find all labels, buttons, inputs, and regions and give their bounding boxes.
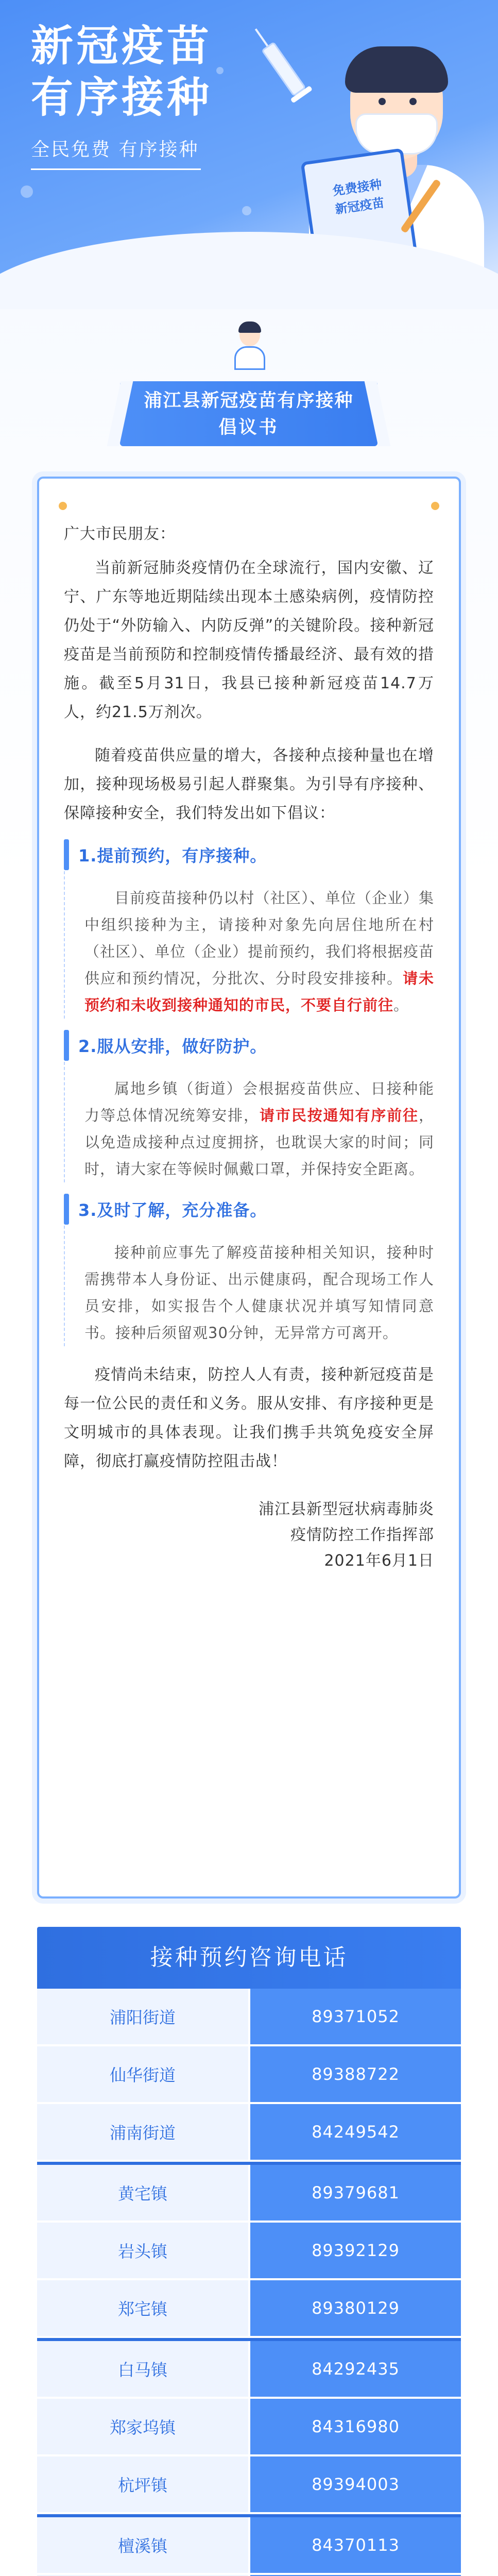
signature-date: 2021年6月1日 (324, 1552, 434, 1570)
decor-dot (242, 206, 251, 215)
letter-body (64, 520, 434, 1574)
section-heading: 2.服从安排，做好防护。 (78, 1037, 267, 1056)
district-name: 郑家坞镇 (37, 2399, 250, 2454)
table-row (37, 2223, 461, 2280)
section-highlight: 请市民按通知有序前往 (259, 1107, 419, 1124)
section-1 (64, 842, 434, 1019)
board-text-2: 新冠疫苗 (334, 195, 385, 217)
table-row (37, 2280, 461, 2338)
phone-group (37, 1989, 461, 2165)
table-row (37, 2456, 461, 2514)
section-2 (64, 1033, 434, 1182)
table-row (37, 2399, 461, 2456)
phone-table (37, 1927, 461, 2576)
page-title (31, 21, 212, 124)
letter-paragraph: 当前新冠肺炎疫情仍在全球流行，国内安徽、辽宁、广东等地近期陆续出现本土感染病例，疫情防控仍处于“外防输入、内防反弹”的关键阶段。接种新冠疫苗是当前预防和控制疫情传播最经济、最有效的措施。截至5月31日，我县已接种新冠疫苗14.7万人，约21.5万剂次。 (64, 559, 434, 721)
board-text-1: 免费接种 (332, 177, 383, 198)
phone-table-body (37, 1989, 461, 2576)
doctor-avatar-icon (232, 324, 268, 370)
phone-number[interactable]: 84292435 (250, 2341, 461, 2397)
corner-dot (59, 502, 67, 510)
district-name: 黄宅镇 (37, 2165, 250, 2221)
header-banner (0, 0, 498, 309)
section-text: 。 (393, 996, 409, 1014)
letter-closing: 疫情尚未结束，防控人人有责，接种新冠疫苗是每一位公民的责任和义务。服从安排、有序接种更是文明城市的具体表现。让我们携手共筑免疫安全屏障，彻底打赢疫情防控阻击战！ (64, 1366, 434, 1470)
letter-signature (64, 1497, 434, 1574)
proposal-banner (120, 381, 377, 446)
district-name: 白马镇 (37, 2341, 250, 2397)
section-text: 属地乡镇（街道）会根据疫苗供应、日接种能力等总体情况统筹安排， (84, 1080, 434, 1124)
phone-group (37, 2165, 461, 2341)
signature-org-1: 浦江县新型冠状病毒肺炎 (259, 1500, 434, 1518)
phone-number[interactable]: 89371052 (250, 1989, 461, 2044)
phone-number[interactable]: 89380129 (250, 2280, 461, 2336)
table-row (37, 2046, 461, 2104)
district-name: 郑宅镇 (37, 2280, 250, 2336)
letter-paragraph: 随着疫苗供应量的增大，各接种点接种量也在增加，接种现场极易引起人群聚集。为引导有序接种、保障接种安全，我们特发出如下倡议： (64, 747, 434, 822)
section-text: 接种前应事先了解疫苗接种相关知识，接种时需携带本人身份证、出示健康码，配合现场工作人员安排，如实报告个人健康状况并填写知情同意书。接种后须留观30分钟，无异常方可离开。 (84, 1244, 434, 1342)
table-row (37, 1989, 461, 2046)
phone-number[interactable]: 89379681 (250, 2165, 461, 2221)
phone-number[interactable]: 84249542 (250, 2104, 461, 2160)
phone-number[interactable]: 89394003 (250, 2456, 461, 2512)
phone-group (37, 2341, 461, 2517)
table-row (37, 2517, 461, 2575)
district-name: 岩头镇 (37, 2223, 250, 2278)
table-row (37, 2104, 461, 2162)
banner-subtitle: 倡议书 (218, 417, 279, 438)
section-heading: 1.提前预约，有序接种。 (78, 846, 267, 866)
phone-number[interactable]: 84370113 (250, 2517, 461, 2573)
slogan: 全民免费 有序接种 (31, 135, 201, 170)
phone-table-title: 接种预约咨询电话 (37, 1927, 461, 1989)
phone-number[interactable]: 89388722 (250, 2046, 461, 2102)
title-line-2: 有序接种 (31, 73, 213, 122)
district-name: 仙华街道 (37, 2046, 250, 2102)
decor-dot (21, 185, 33, 198)
phone-group (37, 2517, 461, 2576)
proposal-letter (37, 477, 461, 1899)
phone-number[interactable]: 89392129 (250, 2223, 461, 2278)
signature-org-2: 疫情防控工作指挥部 (290, 1526, 434, 1544)
banner-title: 浦江县新冠疫苗有序接种 (144, 391, 354, 411)
decor-dot (216, 67, 224, 74)
letter-greeting: 广大市民朋友： (64, 525, 176, 543)
section-text: 目前疫苗接种仍以村（社区）、单位（企业）集中组织接种为主，请接种对象先向居住地所在村（社区）、单位（企业）提前预约，我们将根据疫苗供应和预约情况，分批次、分时段安排接种。 (84, 889, 434, 987)
section-3 (64, 1197, 434, 1346)
table-row (37, 2341, 461, 2399)
district-name: 檀溪镇 (37, 2517, 250, 2573)
section-text: ，以免造成接种点过度拥挤，也耽误大家的时间；同时，请大家在等候时佩戴口罩，并保持安全距离。 (84, 1107, 434, 1178)
section-highlight: 请未预约和未收到接种通知的市民，不要自行前往 (84, 970, 434, 1014)
phone-number[interactable]: 84316980 (250, 2399, 461, 2454)
section-heading: 3.及时了解，充分准备。 (78, 1200, 267, 1220)
district-name: 浦南街道 (37, 2104, 250, 2160)
district-name: 浦阳街道 (37, 1989, 250, 2044)
corner-dot (431, 502, 439, 510)
table-row (37, 2165, 461, 2223)
title-line-1: 新冠疫苗 (31, 22, 213, 71)
district-name: 杭坪镇 (37, 2456, 250, 2512)
